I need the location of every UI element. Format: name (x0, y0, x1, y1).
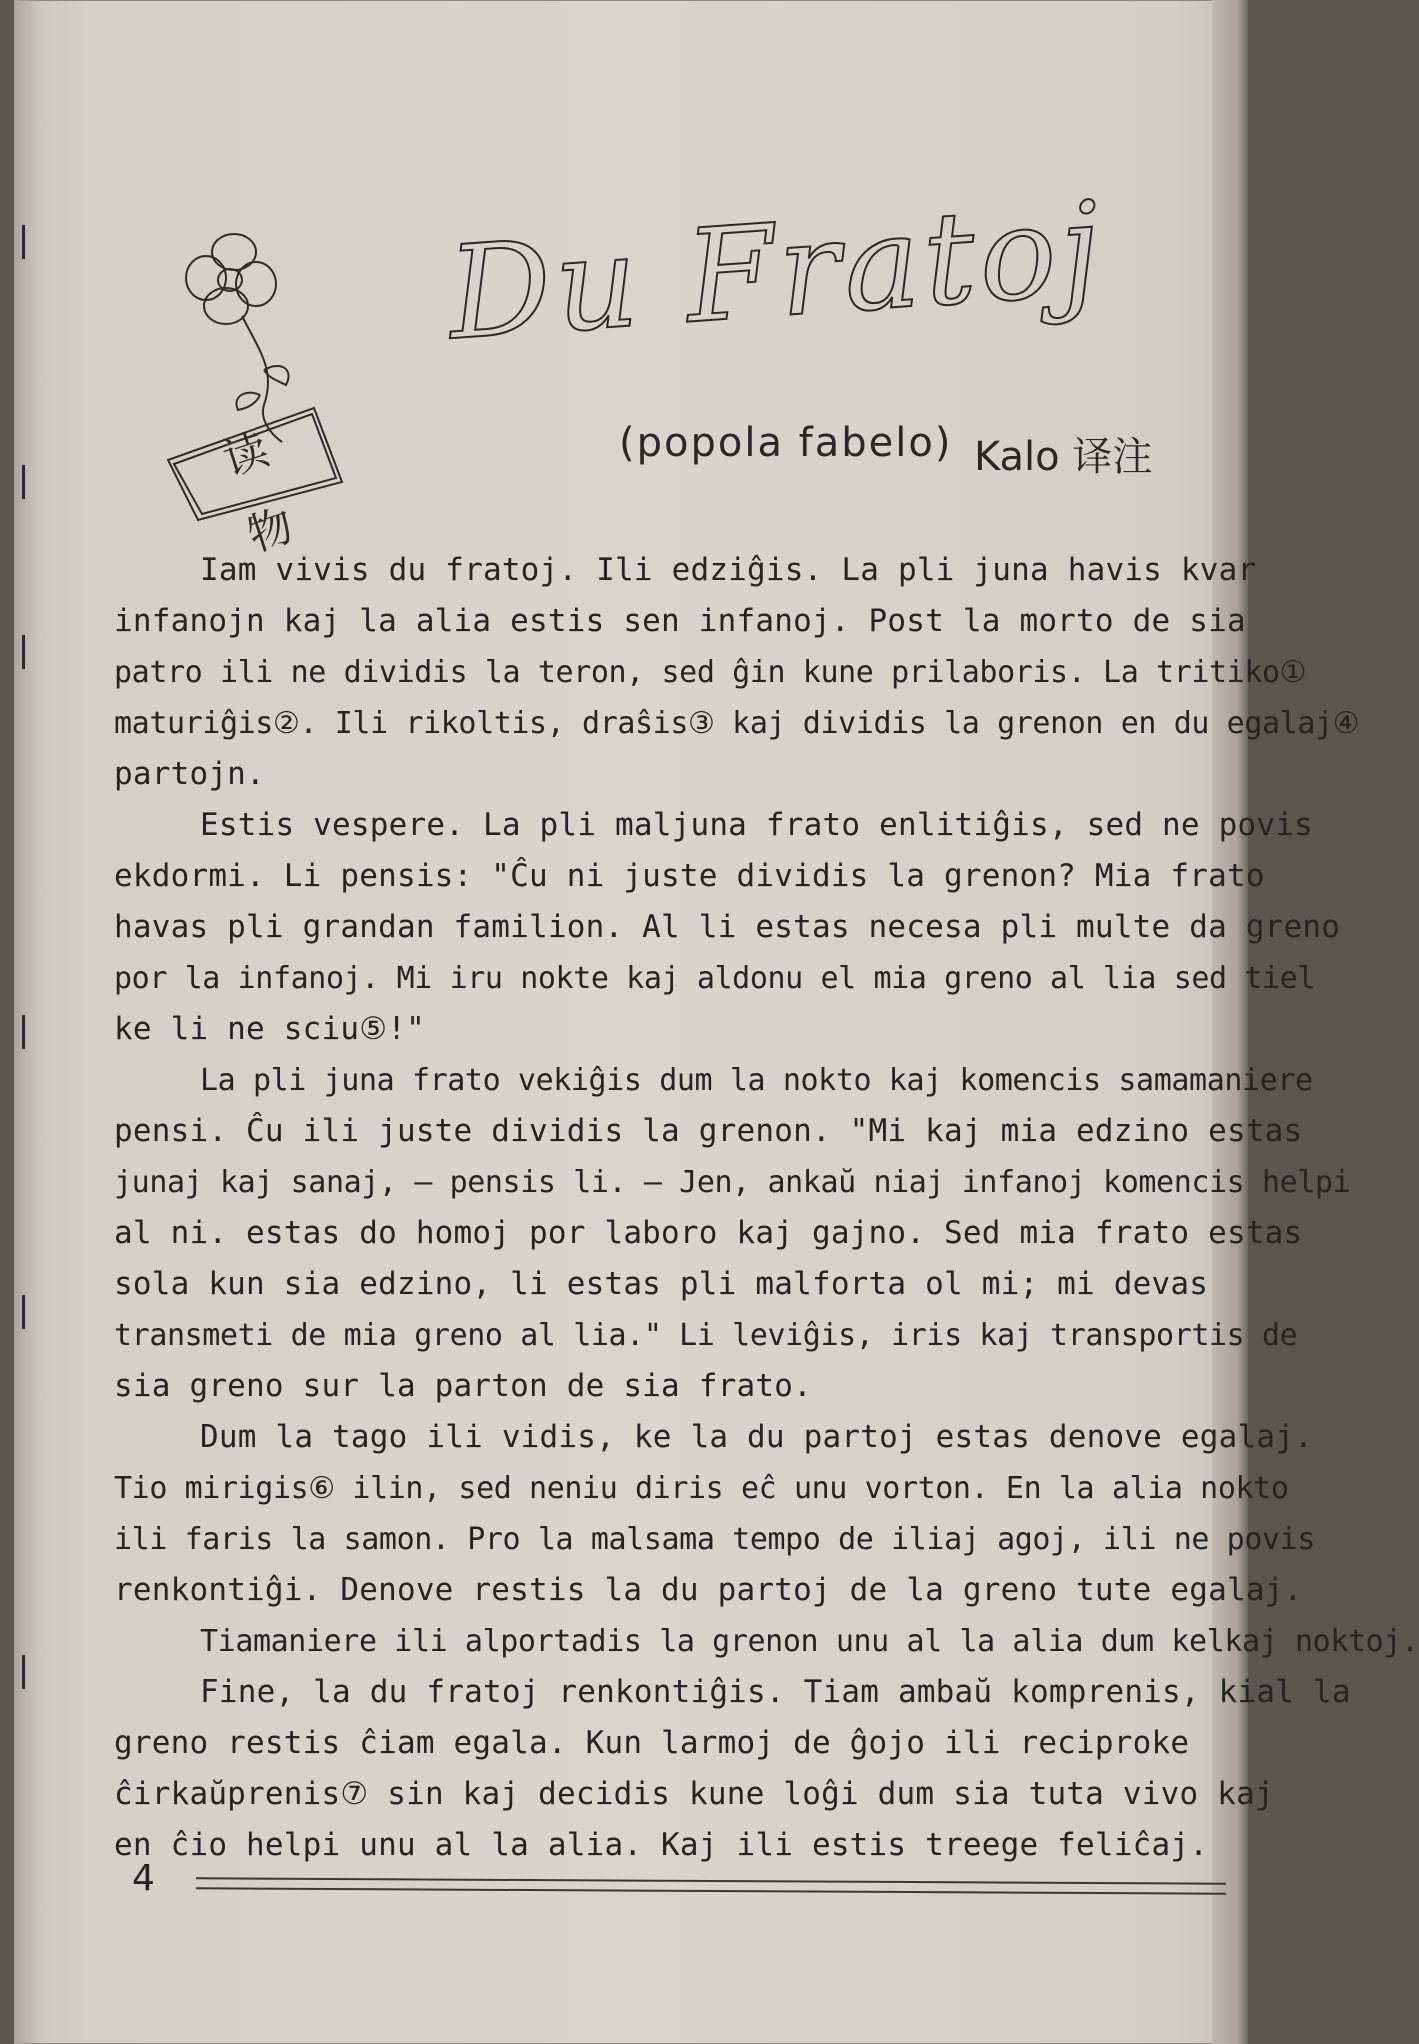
text-line: Tio mirigis⑥ ilin, sed neniu diris eĉ unu vorton. En la alia nokto (114, 1471, 1289, 1506)
binding-mark (22, 635, 25, 669)
text-line: sola kun sia edzino, li estas pli malforta ol mi; mi devas (114, 1266, 1209, 1302)
footer-rule (196, 1877, 1226, 1894)
text-line: ekdormi. Li pensis: "Ĉu ni juste dividis la grenon? Mia frato (114, 858, 1265, 894)
page-number: 4 (132, 1858, 155, 1899)
text-line: pensi. Ĉu ili juste dividis la grenon. "Mi kaj mia edzino estas (114, 1113, 1303, 1149)
text-line: junaj kaj sanaj, — pensis li. — Jen, ankaŭ niaj infanoj komencis helpi (114, 1165, 1351, 1200)
text-line: greno restis ĉiam egala. Kun larmoj de ĝojo ili reciproke (114, 1725, 1190, 1761)
text-line: infanojn kaj la alia estis sen infanoj. Post la morto de sia (114, 603, 1246, 639)
text-line: ke li ne sciu⑤!" (114, 1011, 425, 1047)
text-line: por la infanoj. Mi iru nokte kaj aldonu el mia greno al lia sed tiel (114, 961, 1315, 996)
text-line: renkontiĝi. Denove restis la du partoj de la greno tute egalaj. (114, 1572, 1303, 1608)
text-line: maturiĝis②. Ili rikoltis, draŝis③ kaj dividis la grenon en du egalaj④ (114, 706, 1360, 741)
text-line: partojn. (114, 756, 265, 792)
paragraph (114, 800, 1341, 1055)
article-header (164, 174, 1164, 562)
binding-mark (22, 465, 25, 499)
paragraph (114, 1055, 1351, 1412)
binding-mark (22, 1295, 25, 1329)
text-line: Estis vespere. La pli maljuna frato enlitiĝis, sed ne povis (200, 807, 1313, 843)
paragraph (114, 1412, 1315, 1616)
article-body (114, 545, 1419, 1871)
text-line: patro ili ne dividis la teron, sed ĝin kune prilaboris. La tritiko① (114, 655, 1307, 690)
binding-mark (22, 225, 25, 259)
text-line: havas pli grandan familion. Al li estas necesa pli multe da greno (114, 909, 1341, 945)
paragraph (114, 1616, 1419, 1667)
text-line: La pli juna frato vekiĝis dum la nokto kaj komencis samamaniere (200, 1063, 1313, 1098)
text-line: en ĉio helpi unu al la alia. Kaj ili estis treege feliĉaj. (114, 1827, 1209, 1863)
text-line: Dum la tago ili vidis, ke la du partoj estas denove egalaj. (200, 1419, 1313, 1455)
text-line: sia greno sur la parton de sia frato. (114, 1368, 812, 1404)
text-line: ili faris la samon. Pro la malsama tempo de iliaj agoj, ili ne povis (114, 1522, 1315, 1557)
text-line: Fine, la du fratoj renkontiĝis. Tiam ambaŭ komprenis, kial la (200, 1674, 1351, 1710)
text-line: Iam vivis du fratoj. Ili edziĝis. La pli juna havis kvar (200, 552, 1257, 588)
paragraph (114, 1667, 1351, 1871)
text-line: Tiamaniere ili alportadis la grenon unu al la alia dum kelkaj noktoj. (200, 1624, 1419, 1659)
paragraph (114, 545, 1360, 800)
binding-mark (22, 1015, 25, 1049)
article-title: Du Fratoj (443, 174, 1109, 369)
binding-mark (22, 1655, 25, 1689)
article-subtitle: (popola fabelo) (619, 420, 953, 466)
text-line: ĉirkaŭprenis⑦ sin kaj decidis kune loĝi dum sia tuta vivo kaj (114, 1776, 1274, 1812)
text-line: al ni. estas do homoj por laboro kaj gajno. Sed mia frato estas (114, 1215, 1303, 1251)
book-page (14, 0, 1419, 2044)
section-stamp: 读物 (217, 423, 302, 562)
text-line: transmeti de mia greno al lia." Li leviĝis, iris kaj transportis de (114, 1318, 1298, 1353)
author-credit: Kalo 译注 (974, 434, 1153, 480)
